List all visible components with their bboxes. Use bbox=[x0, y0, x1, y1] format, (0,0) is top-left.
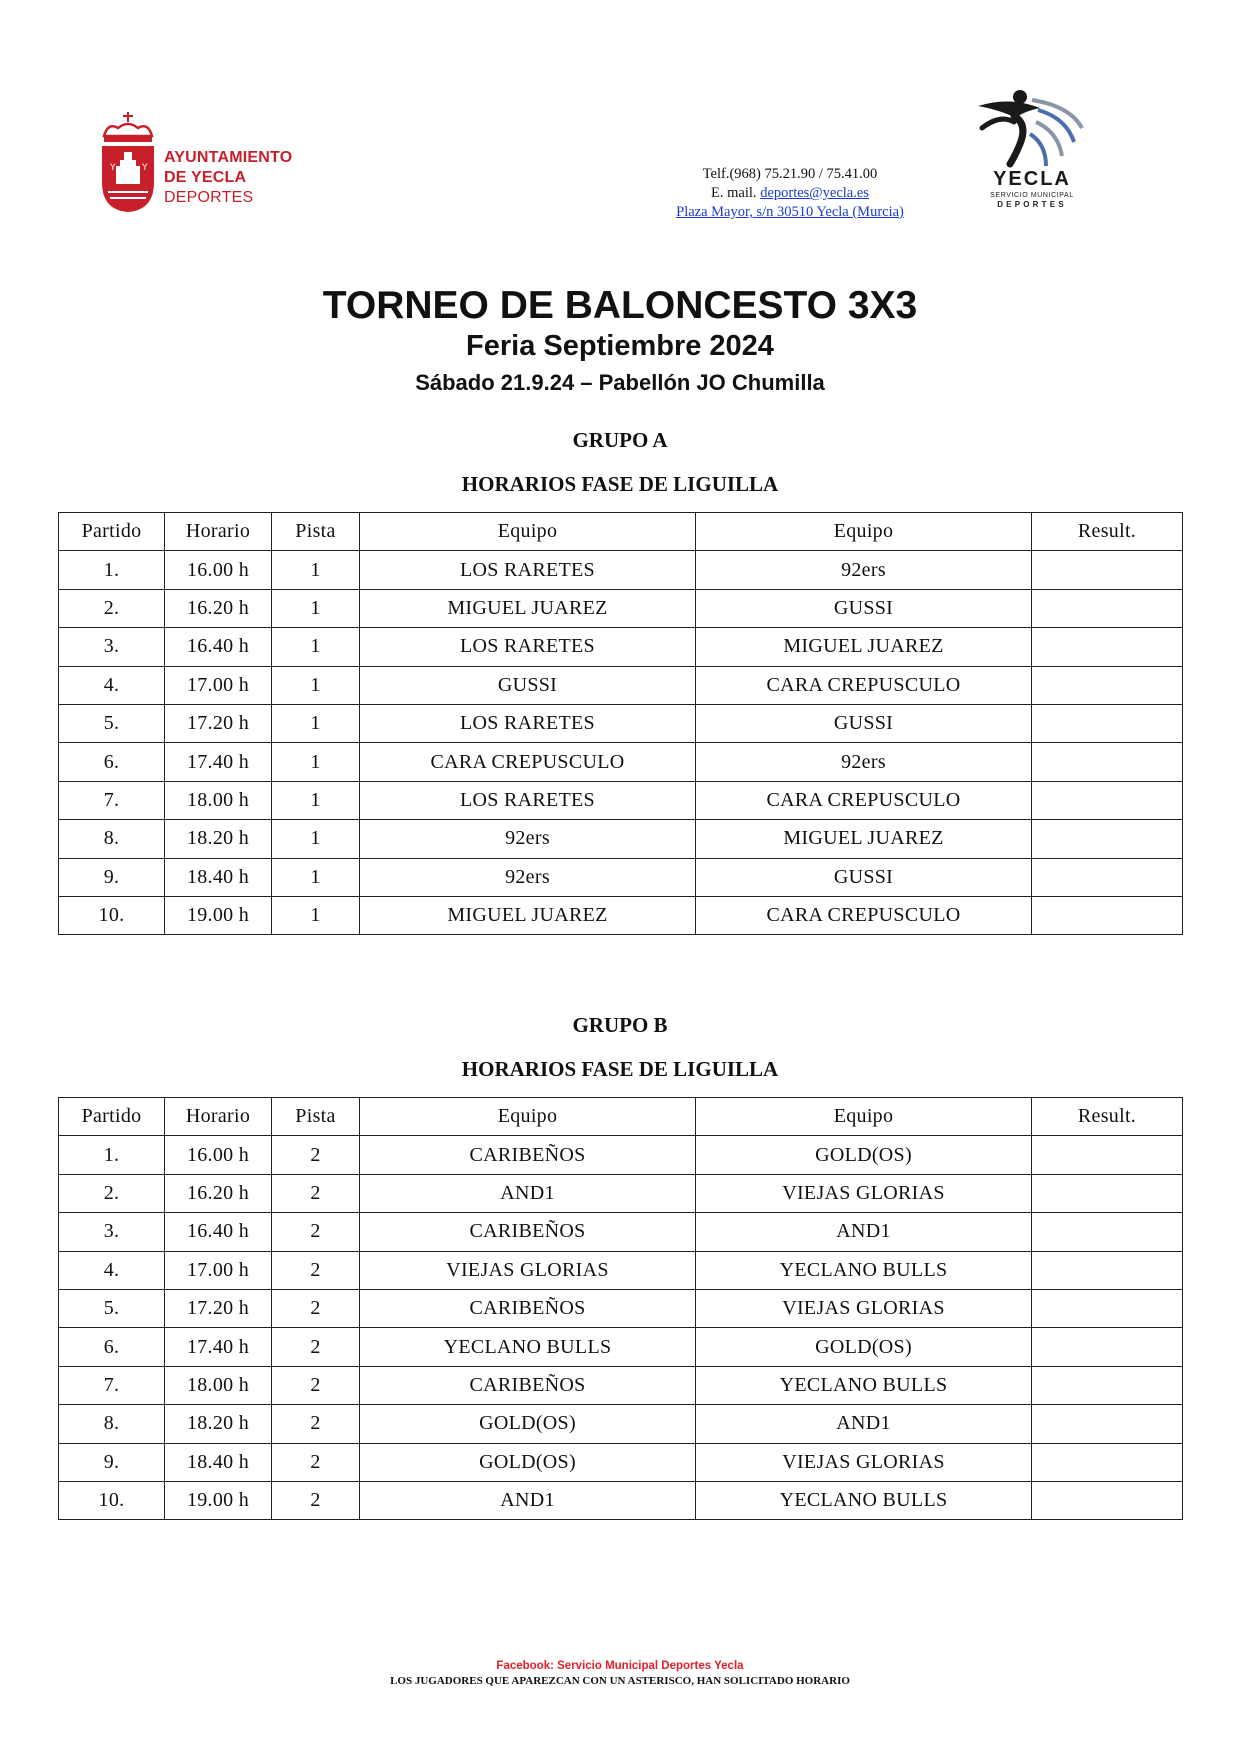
team-away: VIEJAS GLORIAS bbox=[696, 1289, 1032, 1327]
court: 1 bbox=[272, 666, 360, 704]
court: 2 bbox=[272, 1443, 360, 1481]
team-away: CARA CREPUSCULO bbox=[696, 666, 1032, 704]
court: 2 bbox=[272, 1366, 360, 1404]
match-number: 6. bbox=[59, 743, 165, 781]
match-time: 18.20 h bbox=[165, 1405, 272, 1443]
column-header: Horario bbox=[165, 513, 272, 551]
match-time: 18.00 h bbox=[165, 781, 272, 819]
result bbox=[1032, 1174, 1183, 1212]
team-away: GOLD(OS) bbox=[696, 1328, 1032, 1366]
result bbox=[1032, 858, 1183, 896]
table-row bbox=[59, 704, 1183, 742]
table-row bbox=[59, 1136, 1183, 1174]
column-header: Partido bbox=[59, 513, 165, 551]
team-home: 92ers bbox=[360, 858, 696, 896]
match-number: 9. bbox=[59, 1443, 165, 1481]
group-b-schedule-table bbox=[58, 1097, 1183, 1520]
column-header: Equipo bbox=[696, 1098, 1032, 1136]
team-home: GOLD(OS) bbox=[360, 1405, 696, 1443]
team-away: CARA CREPUSCULO bbox=[696, 896, 1032, 934]
team-away: VIEJAS GLORIAS bbox=[696, 1443, 1032, 1481]
table-row bbox=[59, 896, 1183, 934]
table-row bbox=[59, 589, 1183, 627]
court: 2 bbox=[272, 1136, 360, 1174]
result bbox=[1032, 743, 1183, 781]
email-label: E. mail. bbox=[711, 185, 761, 201]
team-away: GOLD(OS) bbox=[696, 1136, 1032, 1174]
contact-info bbox=[600, 165, 980, 222]
table-row bbox=[59, 1213, 1183, 1251]
team-home: LOS RARETES bbox=[360, 704, 696, 742]
match-time: 18.40 h bbox=[165, 1443, 272, 1481]
team-away: MIGUEL JUAREZ bbox=[696, 820, 1032, 858]
result bbox=[1032, 1136, 1183, 1174]
match-number: 3. bbox=[59, 1213, 165, 1251]
match-time: 17.20 h bbox=[165, 704, 272, 742]
table-row bbox=[59, 551, 1183, 589]
page-subtitle: Feria Septiembre 2024 bbox=[466, 330, 774, 362]
table-row bbox=[59, 820, 1183, 858]
column-header: Equipo bbox=[360, 1098, 696, 1136]
match-time: 18.40 h bbox=[165, 858, 272, 896]
table-row bbox=[59, 858, 1183, 896]
match-number: 8. bbox=[59, 1405, 165, 1443]
match-time: 17.40 h bbox=[165, 1328, 272, 1366]
team-home: CARIBEÑOS bbox=[360, 1213, 696, 1251]
result bbox=[1032, 628, 1183, 666]
court: 2 bbox=[272, 1289, 360, 1327]
court: 2 bbox=[272, 1213, 360, 1251]
result bbox=[1032, 781, 1183, 819]
logo-brand: YECLA bbox=[993, 168, 1071, 190]
result bbox=[1032, 1251, 1183, 1289]
result bbox=[1032, 820, 1183, 858]
result bbox=[1032, 1366, 1183, 1404]
match-time: 17.00 h bbox=[165, 666, 272, 704]
team-away: AND1 bbox=[696, 1405, 1032, 1443]
court: 2 bbox=[272, 1405, 360, 1443]
team-home: LOS RARETES bbox=[360, 628, 696, 666]
table-header-row bbox=[59, 513, 1183, 551]
result bbox=[1032, 1405, 1183, 1443]
column-header: Pista bbox=[272, 513, 360, 551]
logo-sub-1: SERVICIO MUNICIPAL bbox=[990, 192, 1074, 199]
contact-email-line bbox=[600, 184, 980, 203]
group-a-schedule-table bbox=[58, 512, 1183, 935]
match-number: 1. bbox=[59, 1136, 165, 1174]
match-number: 5. bbox=[59, 704, 165, 742]
team-home: CARA CREPUSCULO bbox=[360, 743, 696, 781]
team-home: CARIBEÑOS bbox=[360, 1136, 696, 1174]
team-home: VIEJAS GLORIAS bbox=[360, 1251, 696, 1289]
match-time: 18.20 h bbox=[165, 820, 272, 858]
team-home: MIGUEL JUAREZ bbox=[360, 896, 696, 934]
column-header: Result. bbox=[1032, 1098, 1183, 1136]
match-number: 4. bbox=[59, 666, 165, 704]
match-number: 8. bbox=[59, 820, 165, 858]
match-time: 19.00 h bbox=[165, 896, 272, 934]
table-row bbox=[59, 1405, 1183, 1443]
team-away: VIEJAS GLORIAS bbox=[696, 1174, 1032, 1212]
match-time: 16.00 h bbox=[165, 551, 272, 589]
team-home: GOLD(OS) bbox=[360, 1443, 696, 1481]
servicio-municipal-logo bbox=[970, 88, 1100, 213]
table-row bbox=[59, 1481, 1183, 1519]
team-home: LOS RARETES bbox=[360, 551, 696, 589]
email-link[interactable]: deportes@yecla.es bbox=[760, 185, 869, 201]
court: 1 bbox=[272, 628, 360, 666]
match-number: 7. bbox=[59, 1366, 165, 1404]
table-row bbox=[59, 781, 1183, 819]
page-title: TORNEO DE BALONCESTO 3X3 bbox=[322, 284, 918, 327]
team-away: GUSSI bbox=[696, 858, 1032, 896]
team-away: CARA CREPUSCULO bbox=[696, 781, 1032, 819]
svg-text:Y: Y bbox=[110, 163, 116, 173]
match-number: 4. bbox=[59, 1251, 165, 1289]
column-header: Partido bbox=[59, 1098, 165, 1136]
group-b-phase: HORARIOS FASE DE LIGUILLA bbox=[461, 1057, 779, 1081]
column-header: Horario bbox=[165, 1098, 272, 1136]
result bbox=[1032, 704, 1183, 742]
ayuntamiento-logo bbox=[98, 112, 318, 222]
result bbox=[1032, 1289, 1183, 1327]
match-number: 10. bbox=[59, 1481, 165, 1519]
team-home: GUSSI bbox=[360, 666, 696, 704]
logo-line-2: DE YECLA bbox=[164, 169, 247, 186]
team-home: YECLANO BULLS bbox=[360, 1328, 696, 1366]
team-away: GUSSI bbox=[696, 704, 1032, 742]
logo-line-1: AYUNTAMIENTO bbox=[164, 149, 293, 166]
result bbox=[1032, 1443, 1183, 1481]
table-row bbox=[59, 1251, 1183, 1289]
match-time: 16.20 h bbox=[165, 589, 272, 627]
team-away: AND1 bbox=[696, 1213, 1032, 1251]
table-row bbox=[59, 1328, 1183, 1366]
column-header: Result. bbox=[1032, 513, 1183, 551]
group-a-title: GRUPO A bbox=[572, 428, 668, 452]
match-time: 17.40 h bbox=[165, 743, 272, 781]
table-row bbox=[59, 1174, 1183, 1212]
result bbox=[1032, 1481, 1183, 1519]
footer-facebook: Facebook: Servicio Municipal Deportes Yecla bbox=[496, 1660, 744, 1672]
result bbox=[1032, 589, 1183, 627]
match-number: 1. bbox=[59, 551, 165, 589]
match-time: 16.40 h bbox=[165, 1213, 272, 1251]
court: 1 bbox=[272, 858, 360, 896]
team-home: MIGUEL JUAREZ bbox=[360, 589, 696, 627]
contact-phone: Telf.(968) 75.21.90 / 75.41.00 bbox=[702, 166, 878, 182]
match-number: 6. bbox=[59, 1328, 165, 1366]
team-away: 92ers bbox=[696, 551, 1032, 589]
table-row bbox=[59, 666, 1183, 704]
team-away: MIGUEL JUAREZ bbox=[696, 628, 1032, 666]
court: 2 bbox=[272, 1174, 360, 1212]
logo-line-3: DEPORTES bbox=[164, 189, 254, 206]
team-away: YECLANO BULLS bbox=[696, 1251, 1032, 1289]
match-number: 2. bbox=[59, 1174, 165, 1212]
footer-note: LOS JUGADORES QUE APAREZCAN CON UN ASTERISCO, HAN SOLICITADO HORARIO bbox=[390, 1675, 850, 1687]
court: 2 bbox=[272, 1251, 360, 1289]
address-link[interactable]: Plaza Mayor, s/n 30510 Yecla (Murcia) bbox=[676, 204, 904, 220]
result bbox=[1032, 896, 1183, 934]
match-time: 18.00 h bbox=[165, 1366, 272, 1404]
court: 1 bbox=[272, 896, 360, 934]
court: 1 bbox=[272, 589, 360, 627]
table-header-row bbox=[59, 1098, 1183, 1136]
court: 2 bbox=[272, 1481, 360, 1519]
coat-of-arms-icon bbox=[98, 112, 158, 217]
team-home: 92ers bbox=[360, 820, 696, 858]
court: 1 bbox=[272, 704, 360, 742]
column-header: Pista bbox=[272, 1098, 360, 1136]
logo-sub-2: DEPORTES bbox=[997, 200, 1067, 209]
team-away: GUSSI bbox=[696, 589, 1032, 627]
court: 1 bbox=[272, 781, 360, 819]
column-header: Equipo bbox=[696, 513, 1032, 551]
team-away: YECLANO BULLS bbox=[696, 1481, 1032, 1519]
table-row bbox=[59, 1443, 1183, 1481]
result bbox=[1032, 1213, 1183, 1251]
column-header: Equipo bbox=[360, 513, 696, 551]
match-number: 7. bbox=[59, 781, 165, 819]
team-home: LOS RARETES bbox=[360, 781, 696, 819]
match-number: 10. bbox=[59, 896, 165, 934]
match-number: 9. bbox=[59, 858, 165, 896]
table-row bbox=[59, 743, 1183, 781]
court: 1 bbox=[272, 551, 360, 589]
match-number: 5. bbox=[59, 1289, 165, 1327]
svg-text:Y: Y bbox=[142, 163, 148, 173]
team-home: CARIBEÑOS bbox=[360, 1289, 696, 1327]
match-time: 16.00 h bbox=[165, 1136, 272, 1174]
group-a-phase: HORARIOS FASE DE LIGUILLA bbox=[461, 472, 779, 496]
match-time: 16.40 h bbox=[165, 628, 272, 666]
match-number: 3. bbox=[59, 628, 165, 666]
table-row bbox=[59, 1366, 1183, 1404]
match-time: 17.00 h bbox=[165, 1251, 272, 1289]
match-time: 16.20 h bbox=[165, 1174, 272, 1212]
event-date-place: Sábado 21.9.24 – Pabellón JO Chumilla bbox=[415, 370, 825, 395]
court: 1 bbox=[272, 743, 360, 781]
basketball-player-icon bbox=[970, 88, 1100, 170]
match-number: 2. bbox=[59, 589, 165, 627]
team-away: YECLANO BULLS bbox=[696, 1366, 1032, 1404]
result bbox=[1032, 551, 1183, 589]
court: 2 bbox=[272, 1328, 360, 1366]
table-row bbox=[59, 628, 1183, 666]
result bbox=[1032, 1328, 1183, 1366]
team-home: AND1 bbox=[360, 1174, 696, 1212]
result bbox=[1032, 666, 1183, 704]
match-time: 17.20 h bbox=[165, 1289, 272, 1327]
court: 1 bbox=[272, 820, 360, 858]
team-home: CARIBEÑOS bbox=[360, 1366, 696, 1404]
table-row bbox=[59, 1289, 1183, 1327]
group-b-title: GRUPO B bbox=[572, 1013, 668, 1037]
match-time: 19.00 h bbox=[165, 1481, 272, 1519]
team-home: AND1 bbox=[360, 1481, 696, 1519]
team-away: 92ers bbox=[696, 743, 1032, 781]
